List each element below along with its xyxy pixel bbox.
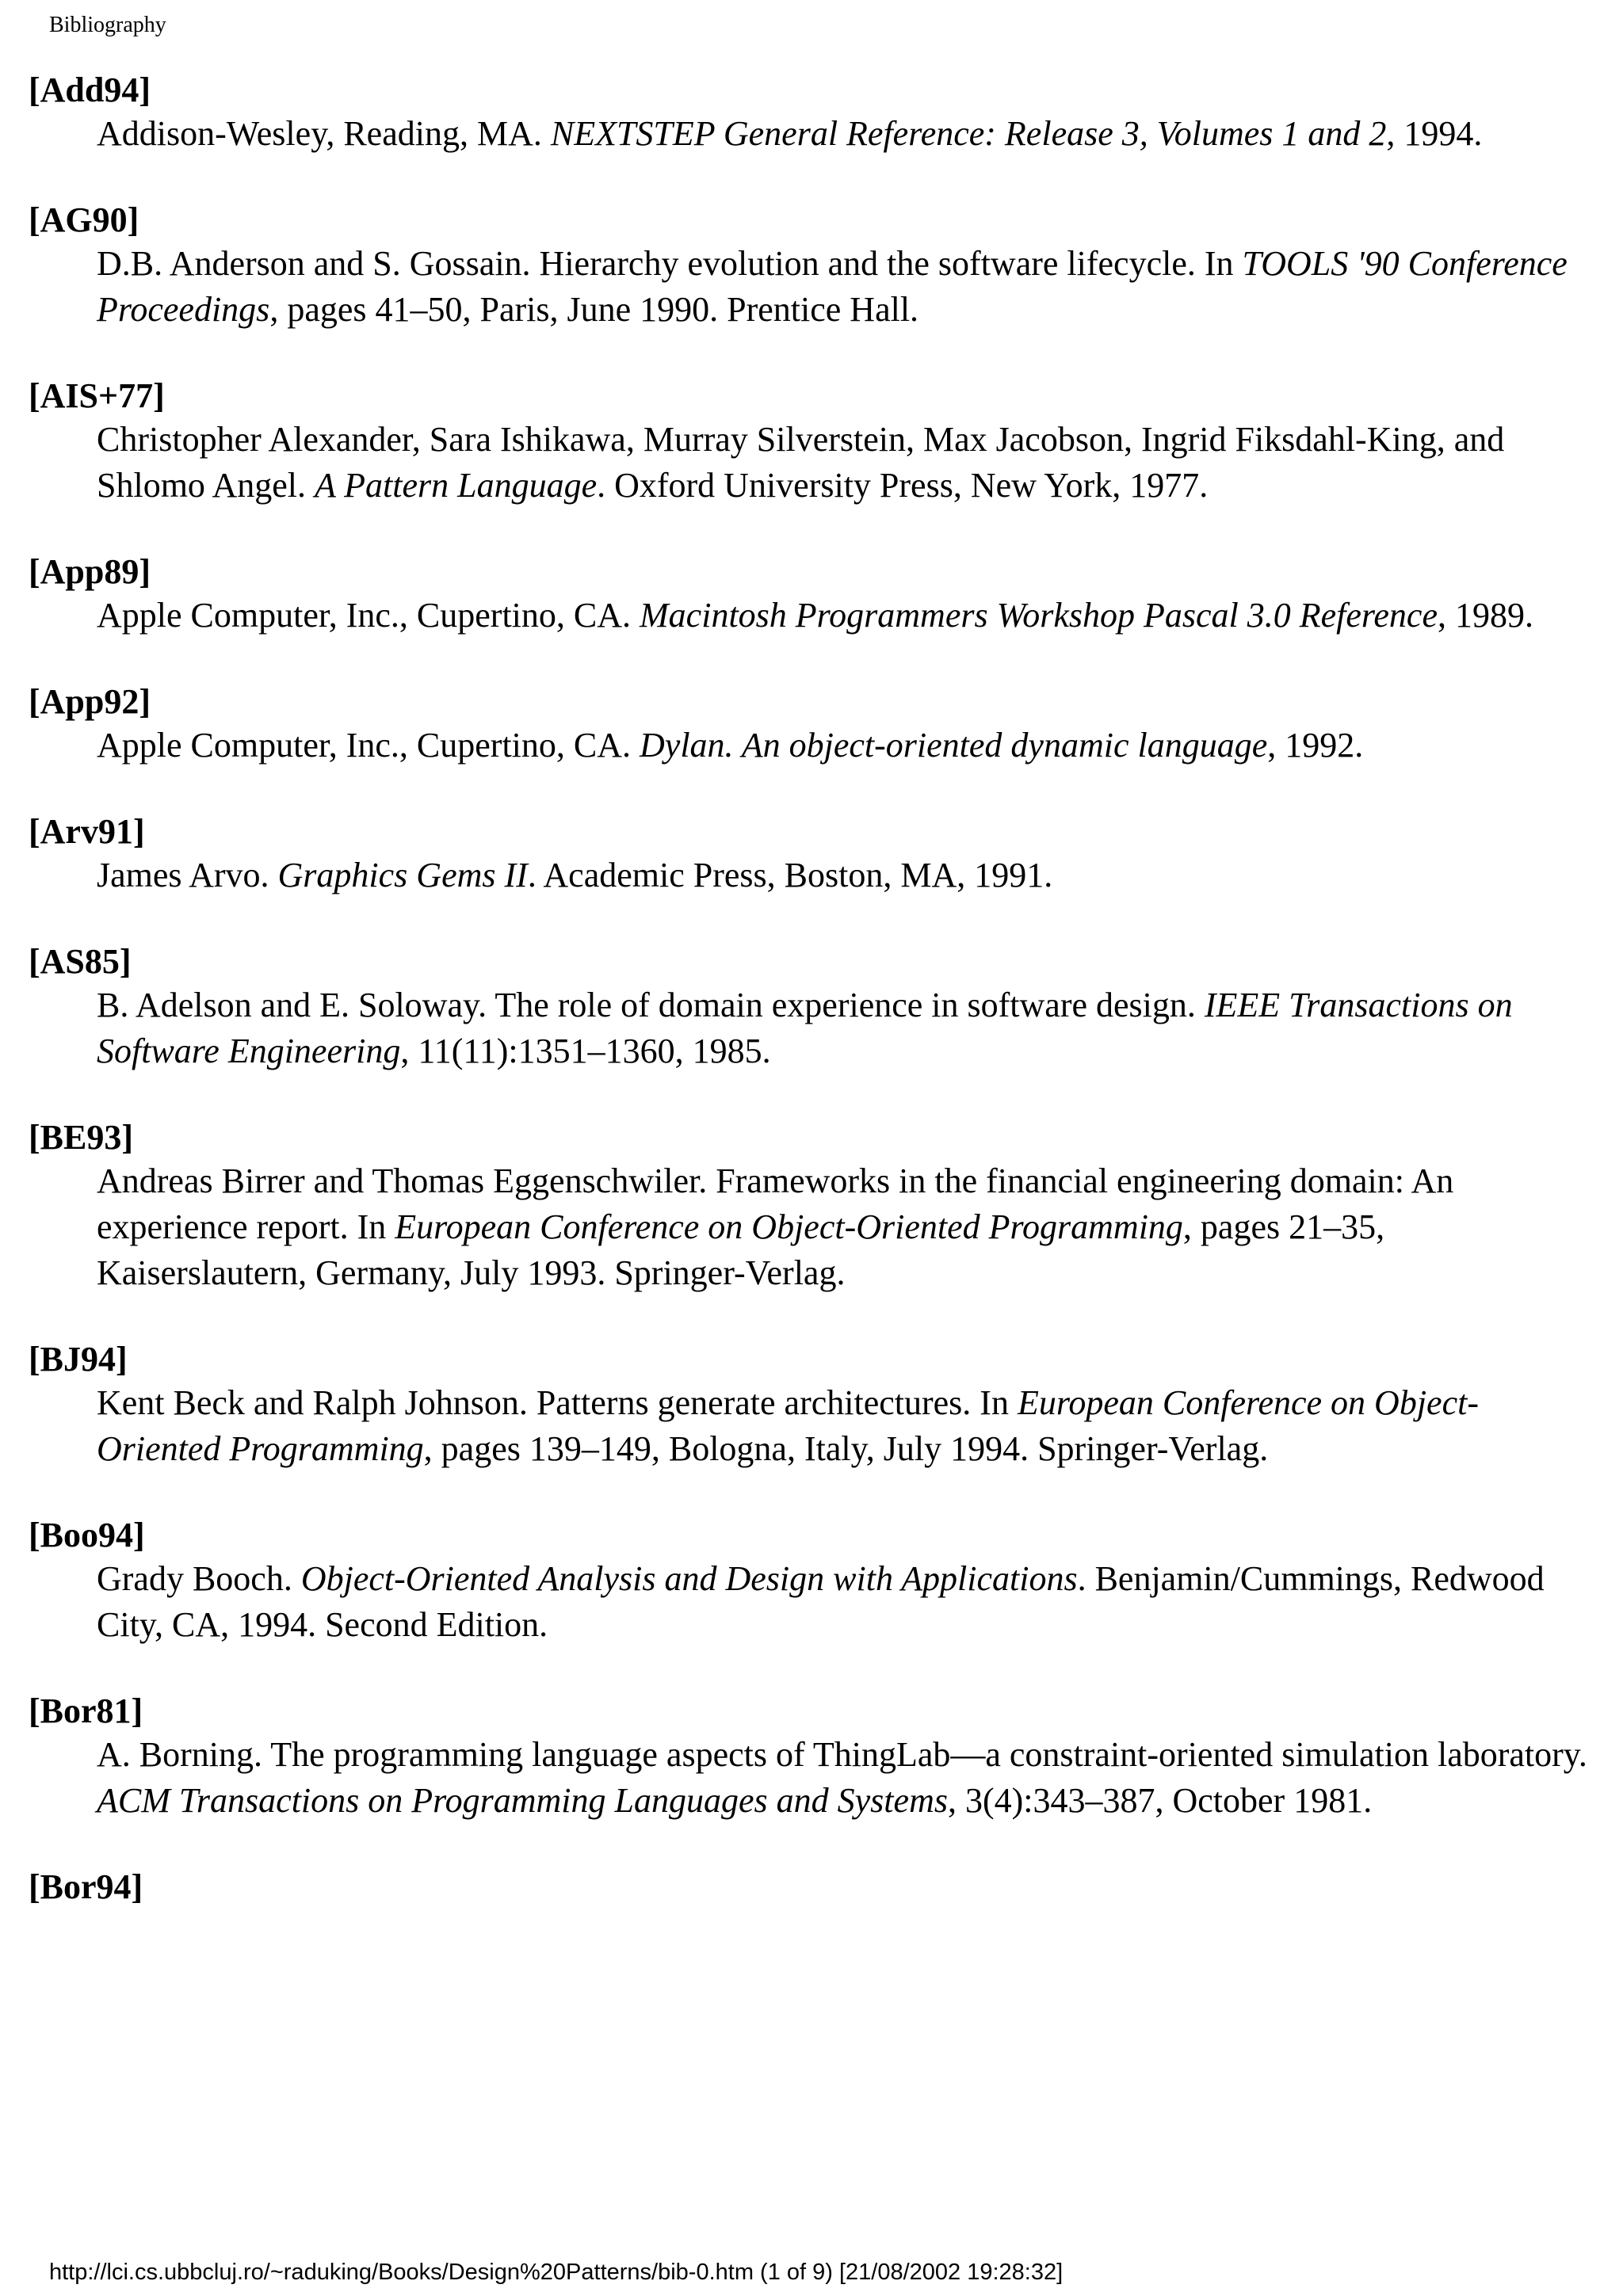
- bib-entry-key: [Arv91]: [29, 812, 145, 851]
- citation-text: , 3(4):343–387, October 1981.: [947, 1781, 1373, 1820]
- citation-text: , pages 21–35, Kaiserslautern, Germany, July 1993. Springer-Verlag.: [97, 1207, 1385, 1292]
- bib-entry: [0, 1339, 1623, 1515]
- page-footer-url: http://lci.cs.ubbcluj.ro/~raduking/Books/Design%20Patterns/bib-0.htm (1 of 9) [21/08/2002 19:28:32]: [49, 2260, 1064, 2285]
- bib-entry-citation: [97, 1158, 1602, 1339]
- citation-title: TOOLS '90 Conference Proceedings: [97, 244, 1568, 329]
- citation-text: Addison-Wesley, Reading, MA.: [97, 114, 551, 153]
- bib-entry-citation: [97, 1732, 1602, 1867]
- citation-title: Dylan. An object-oriented dynamic language: [640, 726, 1268, 765]
- bib-entry-key: [BE93]: [29, 1118, 133, 1157]
- citation-text: . Benjamin/Cummings, Redwood City, CA, 1994. Second Edition.: [97, 1559, 1545, 1644]
- bib-entry: [0, 376, 1623, 551]
- citation-title: Graphics Gems II: [277, 856, 528, 894]
- bib-entry-key: [AIS+77]: [29, 376, 165, 415]
- citation-title: A Pattern Language: [315, 466, 598, 505]
- citation-text: , 1989.: [1437, 596, 1533, 635]
- citation-text: Grady Booch.: [97, 1559, 301, 1598]
- bib-entry: [0, 200, 1623, 376]
- bib-entry-citation: [97, 241, 1602, 376]
- bib-entry-citation: [97, 852, 1602, 941]
- bib-entry: [0, 551, 1623, 681]
- citation-title: IEEE Transactions on Software Engineering: [97, 986, 1513, 1070]
- citation-text: Christopher Alexander, Sara Ishikawa, Murray Silverstein, Max Jacobson, Ingrid Fiksdahl-King, and Shlomo Angel.: [97, 420, 1505, 505]
- citation-title: Macintosh Programmers Workshop Pascal 3.0 Reference: [640, 596, 1438, 635]
- citation-text: , 11(11):1351–1360, 1985.: [400, 1032, 771, 1070]
- citation-text: , pages 139–149, Bologna, Italy, July 1994. Springer-Verlag.: [423, 1429, 1269, 1468]
- bib-entry-key: [Add94]: [29, 71, 151, 109]
- citation-text: A. Borning. The programming language aspects of ThingLab—a constraint-oriented simulation laboratory.: [97, 1735, 1587, 1774]
- citation-text: . Oxford University Press, New York, 1977.: [597, 466, 1209, 505]
- citation-title: European Conference on Object-Oriented Programming: [395, 1207, 1183, 1246]
- citation-title: NEXTSTEP General Reference: Release 3, Volumes 1 and 2: [550, 114, 1387, 153]
- bib-entry-key: [App92]: [29, 682, 151, 721]
- bib-entry-key: [Bor81]: [29, 1691, 143, 1730]
- bib-entry-key: [Boo94]: [29, 1516, 145, 1554]
- bib-entry-citation: [97, 111, 1602, 200]
- citation-title: European Conference on Object-Oriented Programming: [97, 1383, 1479, 1468]
- citation-text: , pages 41–50, Paris, June 1990. Prentice Hall.: [269, 290, 919, 329]
- bib-entry-citation: [97, 417, 1602, 551]
- bib-entry: [0, 811, 1623, 941]
- bib-entry-citation: [97, 1556, 1602, 1691]
- citation-text: Kent Beck and Ralph Johnson. Patterns generate architectures. In: [97, 1383, 1018, 1422]
- citation-text: D.B. Anderson and S. Gossain. Hierarchy evolution and the software lifecycle. In: [97, 244, 1243, 283]
- citation-text: , 1992.: [1267, 726, 1364, 765]
- citation-text: , 1994.: [1386, 114, 1483, 153]
- bib-entry-key: [Bor94]: [29, 1867, 143, 1906]
- citation-text: . Academic Press, Boston, MA, 1991.: [527, 856, 1053, 894]
- citation-title: ACM Transactions on Programming Languages and Systems: [97, 1781, 948, 1820]
- bib-entry-key: [AG90]: [29, 200, 139, 239]
- bib-entry: [0, 681, 1623, 811]
- bib-entry-key: [App89]: [29, 552, 151, 591]
- bib-entry-key: [AS85]: [29, 942, 132, 981]
- citation-text: B. Adelson and E. Soloway. The role of domain experience in software design.: [97, 986, 1205, 1024]
- citation-text: Apple Computer, Inc., Cupertino, CA.: [97, 726, 640, 765]
- citation-title: Object-Oriented Analysis and Design with Applications: [300, 1559, 1078, 1598]
- page-header-label: Bibliography: [49, 13, 166, 37]
- bib-entry: [0, 1691, 1623, 1867]
- bib-entry-citation: [97, 593, 1602, 681]
- bib-entry-citation: [97, 1380, 1602, 1515]
- bib-entry: [0, 1117, 1623, 1339]
- bib-entry-citation: [97, 982, 1602, 1117]
- bibliography-list: [0, 70, 1623, 1908]
- bib-entry: [0, 941, 1623, 1117]
- citation-text: Apple Computer, Inc., Cupertino, CA.: [97, 596, 640, 635]
- bib-entry-citation: [97, 723, 1602, 811]
- citation-text: Andreas Birrer and Thomas Eggenschwiler. Frameworks in the financial engineering domain: An experience report. In: [97, 1161, 1454, 1246]
- bib-entry: [0, 70, 1623, 200]
- bib-entry: [0, 1515, 1623, 1691]
- bib-entry: [0, 1867, 1623, 1908]
- citation-text: James Arvo.: [97, 856, 278, 894]
- bib-entry-key: [BJ94]: [29, 1340, 128, 1379]
